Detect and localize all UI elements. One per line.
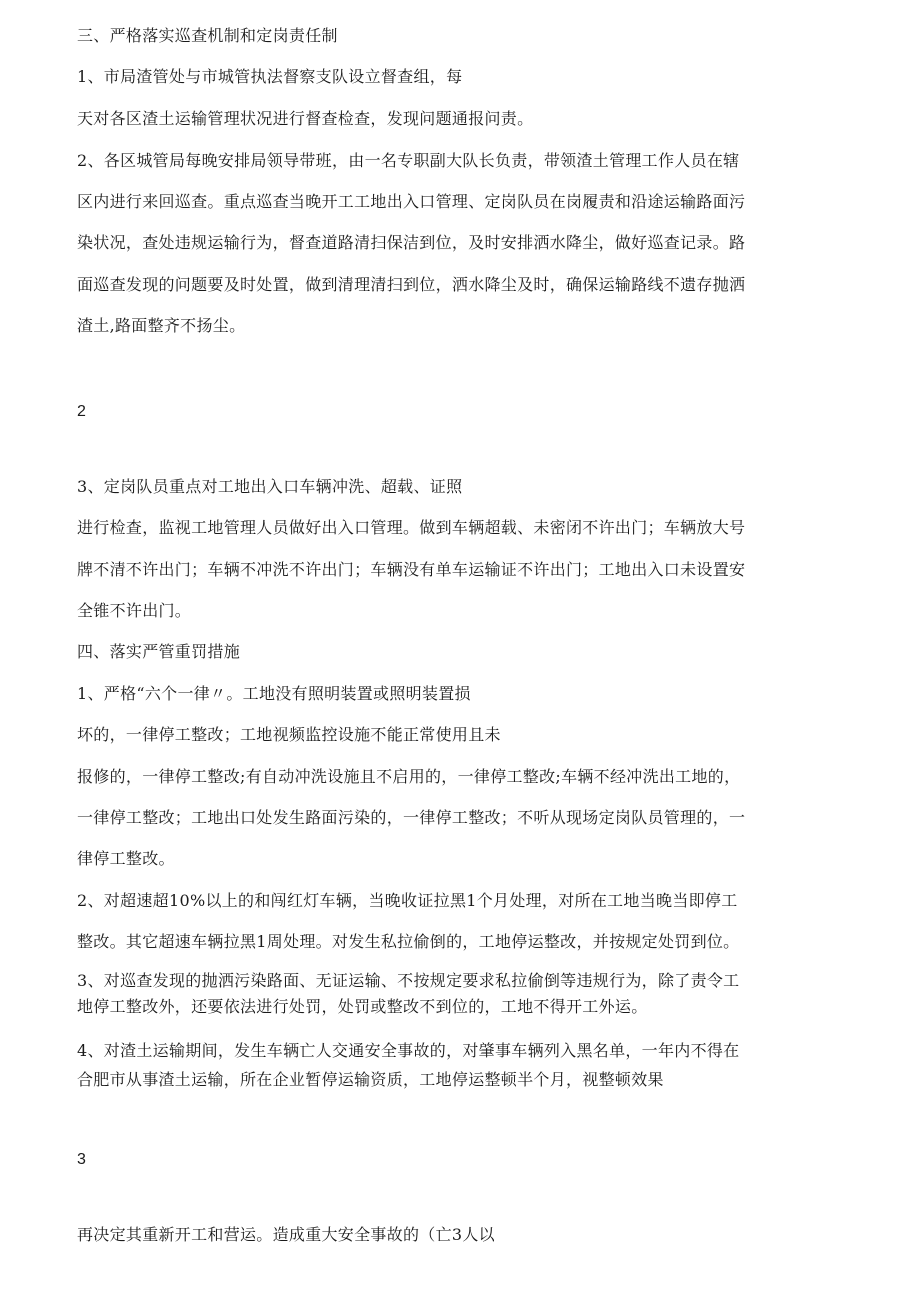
text-line: 染状况，查处违规运输行为，督查道路清扫保洁到位，及时安排洒水降尘，做好巡查记录。路 [77, 233, 746, 252]
text-line: 面巡查发现的问题要及时处置，做到清理清扫到位，洒水降尘及时，确保运输路线不遗存抛洒 [77, 275, 746, 294]
text-line: 2、对超速超10%以上的和闯红灯车辆，当晚收证拉黑1个月处理，对所在工地当晚当即停工 [77, 891, 738, 910]
page-number: 3 [77, 1151, 86, 1168]
heading-section-4: 四、落实严管重罚措施 [77, 642, 241, 661]
page-number: 2 [77, 403, 86, 420]
text-line: 1、市局渣管处与市城管执法督察支队设立督查组，每 [77, 67, 463, 86]
text-line: 进行检查，监视工地管理人员做好出入口管理。做到车辆超载、未密闭不许出门；车辆放大号 [77, 518, 746, 537]
text-line: 整改。其它超速车辆拉黑1周处理。对发生私拉偷倒的，工地停运整改，并按规定处罚到位。 [77, 932, 740, 951]
text-line: 3、定岗队员重点对工地出入口车辆冲洗、超载、证照 [77, 477, 463, 496]
text-line: 渣土,路面整齐不扬尘。 [77, 316, 246, 335]
text-line: 2、各区城管局每晚安排局领导带班，由一名专职副大队长负责，带领渣土管理工作人员在辖 [77, 151, 740, 170]
text-line: 牌不清不许出门；车辆不冲洗不许出门；车辆没有单车运输证不许出门；工地出入口未设置安 [77, 560, 746, 579]
text-line: 天对各区渣土运输管理状况进行督查检查，发现问题通报问责。 [77, 109, 534, 128]
text-line: 坏的，一律停工整改；工地视频监控设施不能正常使用且未 [77, 725, 501, 744]
text-line: 合肥市从事渣土运输，所在企业暂停运输资质，工地停运整顿半个月，视整顿效果 [77, 1070, 664, 1089]
text-line: 再决定其重新开工和营运。造成重大安全事故的（亡3人以 [77, 1225, 495, 1244]
text-line: 3、对巡查发现的抛洒污染路面、无证运输、不按规定要求私拉偷倒等违规行为，除了责令工 [77, 971, 740, 990]
text-line: 地停工整改外，还要依法进行处罚，处罚或整改不到位的，工地不得开工外运。 [77, 997, 648, 1016]
text-line: 一律停工整改；工地出口处发生路面污染的，一律停工整改；不听从现场定岗队员管理的，一 [77, 808, 746, 827]
text-line: 全锥不许出门。 [77, 601, 192, 620]
text-line: 区内进行来回巡查。重点巡查当晚开工工地出入口管理、定岗队员在岗履责和沿途运输路面污 [77, 192, 746, 211]
text-line: 1、严格“六个一律〃。工地没有照明装置或照明装置损 [77, 684, 471, 703]
text-line: 4、对渣土运输期间，发生车辆亡人交通安全事故的，对肇事车辆列入黑名单，一年内不得在 [77, 1041, 740, 1060]
text-line: 报修的，一律停工整改;有自动冲洗设施且不启用的，一律停工整改;车辆不经冲洗出工地的， [77, 767, 741, 786]
heading-section-3: 三、严格落实巡查机制和定岗责任制 [77, 26, 338, 45]
text-line: 律停工整改。 [77, 849, 175, 868]
